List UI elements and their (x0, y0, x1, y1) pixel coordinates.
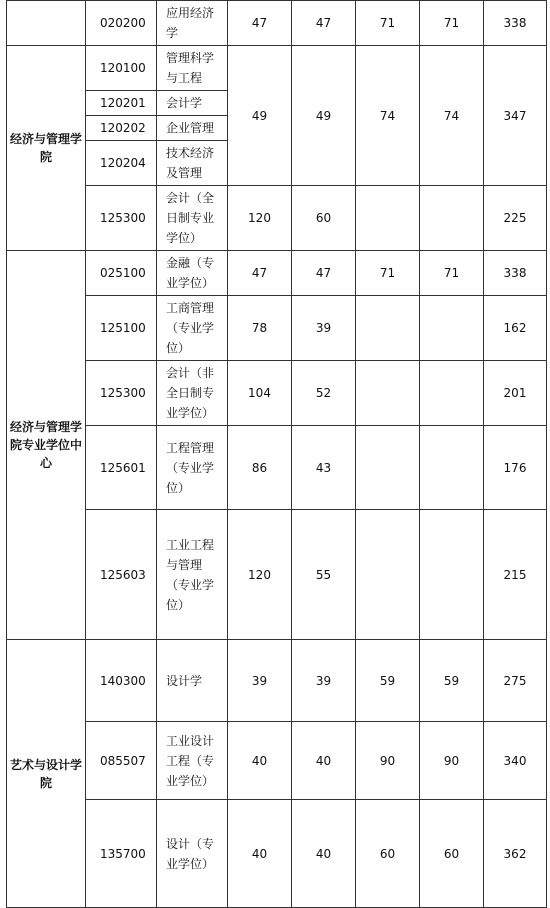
table-row (7, 46, 547, 91)
score-cell: 49 (292, 46, 356, 186)
score-cell (420, 361, 484, 426)
table-row (7, 722, 547, 800)
major-code-cell: 120204 (86, 141, 157, 186)
department-cell: 艺术与设计学院 (7, 640, 86, 908)
score-cell (420, 186, 484, 251)
major-name-cell: 管理科学与工程 (157, 46, 228, 91)
major-name-cell: 工程管理（专业学位） (157, 426, 228, 510)
score-cell: 90 (420, 722, 484, 800)
score-cell: 49 (228, 46, 292, 186)
major-code-cell: 125603 (86, 510, 157, 640)
score-cell: 40 (228, 800, 292, 908)
major-name-cell: 企业管理 (157, 116, 228, 141)
score-cell (356, 510, 420, 640)
table-row (7, 640, 547, 722)
score-cell: 120 (228, 510, 292, 640)
major-code-cell: 120202 (86, 116, 157, 141)
score-cell: 52 (292, 361, 356, 426)
major-code-cell: 120201 (86, 91, 157, 116)
total-score-cell: 338 (484, 1, 547, 46)
major-code-cell: 135700 (86, 800, 157, 908)
major-name-cell: 工业设计工程（专业学位） (157, 722, 228, 800)
major-name-cell: 设计（专业学位） (157, 800, 228, 908)
score-cell: 47 (228, 1, 292, 46)
major-name-cell: 工业工程与管理（专业学位） (157, 510, 228, 640)
major-name-cell: 工商管理（专业学位） (157, 296, 228, 361)
score-cell: 86 (228, 426, 292, 510)
major-code-cell: 125300 (86, 361, 157, 426)
major-name-cell: 会计学 (157, 91, 228, 116)
score-cell: 39 (228, 640, 292, 722)
major-code-cell: 140300 (86, 640, 157, 722)
major-name-cell: 会计（全日制专业学位） (157, 186, 228, 251)
score-cell: 120 (228, 186, 292, 251)
major-code-cell: 120100 (86, 46, 157, 91)
score-cell: 59 (356, 640, 420, 722)
department-cell (7, 1, 86, 46)
score-cell (356, 296, 420, 361)
table-row (7, 1, 547, 46)
major-code-cell: 020200 (86, 1, 157, 46)
admission-score-table (6, 0, 547, 908)
table-row (7, 361, 547, 426)
department-cell: 经济与管理学院 (7, 46, 86, 251)
score-cell: 40 (292, 722, 356, 800)
score-cell: 90 (356, 722, 420, 800)
score-cell (356, 361, 420, 426)
table-row (7, 510, 547, 640)
total-score-cell: 338 (484, 251, 547, 296)
score-cell: 47 (292, 251, 356, 296)
major-code-cell: 025100 (86, 251, 157, 296)
major-name-cell: 会计（非全日制专业学位） (157, 361, 228, 426)
score-cell: 104 (228, 361, 292, 426)
score-cell (420, 510, 484, 640)
score-cell: 71 (420, 1, 484, 46)
total-score-cell: 362 (484, 800, 547, 908)
score-cell: 47 (292, 1, 356, 46)
total-score-cell: 176 (484, 426, 547, 510)
score-cell: 39 (292, 296, 356, 361)
score-cell: 43 (292, 426, 356, 510)
major-name-cell: 技术经济及管理 (157, 141, 228, 186)
score-cell (356, 186, 420, 251)
score-cell: 47 (228, 251, 292, 296)
major-code-cell: 125300 (86, 186, 157, 251)
score-cell: 60 (292, 186, 356, 251)
total-score-cell: 275 (484, 640, 547, 722)
major-code-cell: 125100 (86, 296, 157, 361)
score-cell: 71 (356, 251, 420, 296)
score-cell (420, 426, 484, 510)
score-cell: 71 (420, 251, 484, 296)
score-cell: 39 (292, 640, 356, 722)
score-cell: 40 (228, 722, 292, 800)
major-code-cell: 085507 (86, 722, 157, 800)
table-row (7, 186, 547, 251)
major-name-cell: 金融（专业学位） (157, 251, 228, 296)
score-cell: 60 (356, 800, 420, 908)
total-score-cell: 225 (484, 186, 547, 251)
major-name-cell: 应用经济学 (157, 1, 228, 46)
table-row (7, 800, 547, 908)
score-cell: 55 (292, 510, 356, 640)
score-cell: 74 (356, 46, 420, 186)
score-cell: 74 (420, 46, 484, 186)
table-row (7, 251, 547, 296)
total-score-cell: 215 (484, 510, 547, 640)
major-code-cell: 125601 (86, 426, 157, 510)
score-cell (356, 426, 420, 510)
score-cell: 78 (228, 296, 292, 361)
total-score-cell: 347 (484, 46, 547, 186)
total-score-cell: 201 (484, 361, 547, 426)
score-cell (420, 296, 484, 361)
total-score-cell: 340 (484, 722, 547, 800)
major-name-cell: 设计学 (157, 640, 228, 722)
score-cell: 60 (420, 800, 484, 908)
score-cell: 59 (420, 640, 484, 722)
table-row (7, 296, 547, 361)
score-cell: 40 (292, 800, 356, 908)
score-cell: 71 (356, 1, 420, 46)
table-row (7, 426, 547, 510)
department-cell: 经济与管理学院专业学位中心 (7, 251, 86, 640)
total-score-cell: 162 (484, 296, 547, 361)
